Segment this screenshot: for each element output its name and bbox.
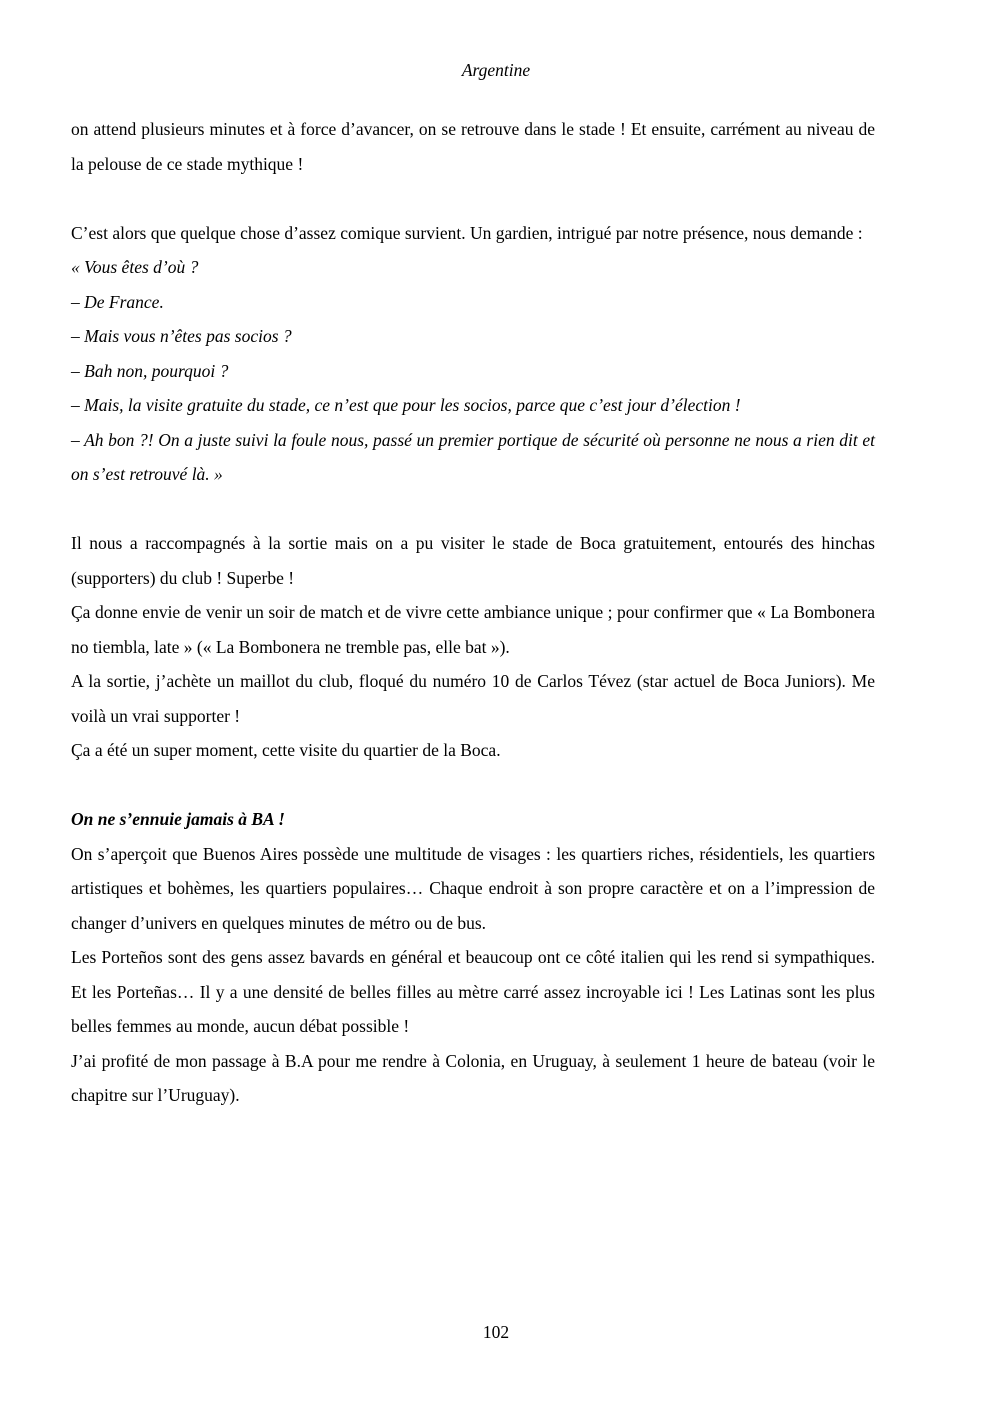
paragraph: Les Porteños sont des gens assez bavards en général et beaucoup ont ce côté italien qui les rend si sympathiques. Et les Porteñas… Il y a une densité de belles filles au mètre carré assez incroyable ici ! Les Latinas sont les plus belles femmes au monde, aucun débat possible ! (71, 947, 875, 1036)
dialog-line: – De France. (71, 291, 164, 312)
paragraph: Il nous a raccompagnés à la sortie mais on a pu visiter le stade de Boca gratuitement, entourés des hinchas (supporters) du club ! Superbe ! (71, 533, 875, 588)
paragraph: A la sortie, j’achète un maillot du club, floqué du numéro 10 de Carlos Tévez (star actuel de Boca Juniors). Me voilà un vrai supporter ! (71, 671, 875, 726)
paragraph: Ça a été un super moment, cette visite du quartier de la Boca. (71, 740, 501, 760)
dialog-line: « Vous êtes d’où ? (71, 257, 199, 277)
dialog-line: – Mais, la visite gratuite du stade, ce n’est que pour les socios, parce que c’est jour d’élection ! (71, 395, 741, 415)
paragraph: on attend plusieurs minutes et à force d’avancer, on se retrouve dans le stade ! Et ensuite, carrément au niveau de la pelouse de ce stade mythique ! (71, 119, 875, 174)
body-text (71, 112, 875, 1113)
dialog-line: – Ah bon ?! On a juste suivi la foule nous, passé un premier portique de sécurité où personne ne nous a rien dit et on s’est retrouvé là. » (71, 429, 875, 484)
paragraph: On s’aperçoit que Buenos Aires possède une multitude de visages : les quartiers riches, résidentiels, les quartiers artistiques et bohèmes, les quartiers populaires… Chaque endroit à son propre caractère et on a l’impression de changer d’univers en quelques minutes de métro ou de bus. (71, 843, 875, 933)
paragraph: J’ai profité de mon passage à B.A pour me rendre à Colonia, en Uruguay, à seulement 1 heure de bateau (voir le chapitre sur l’Uruguay). (71, 1050, 875, 1105)
running-header: Argentine (461, 60, 531, 80)
dialog-line: – Bah non, pourquoi ? (71, 360, 229, 381)
dialog-line: – Mais vous n’êtes pas socios ? (71, 326, 292, 346)
paragraph: C’est alors que quelque chose d’assez comique survient. Un gardien, intrigué par notre présence, nous demande : (71, 222, 863, 243)
paragraph-gap (71, 181, 875, 216)
paragraph-gap (71, 492, 875, 527)
page-number: 102 (482, 1322, 510, 1342)
paragraph: Ça donne envie de venir un soir de match et de vivre cette ambiance unique ; pour confirmer que « La Bombonera no tiembla, late » (« La Bombonera ne tremble pas, elle bat »). (71, 602, 875, 657)
section-heading: On ne s’ennuie jamais à BA ! (71, 809, 285, 829)
paragraph-gap (71, 768, 875, 803)
